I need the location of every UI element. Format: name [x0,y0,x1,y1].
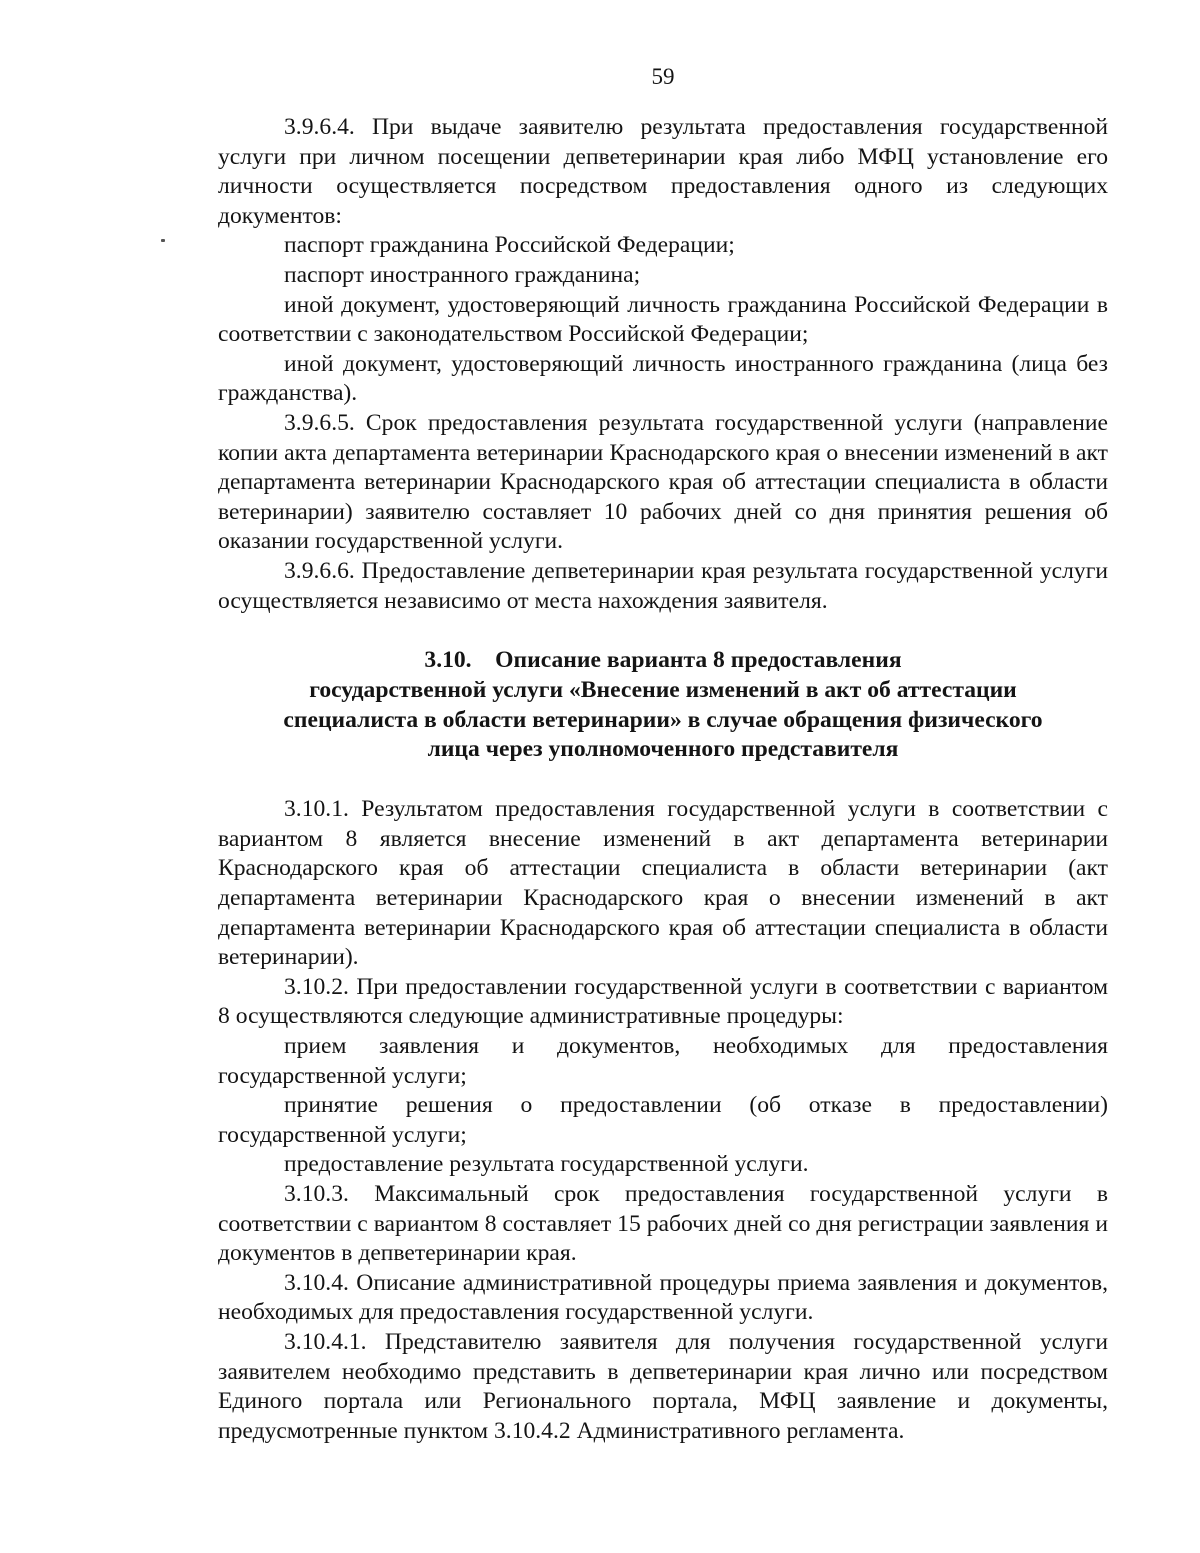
list-item-other-doc-rf: иной документ, удостоверяющий личность гражданина Российской Федерации в соответствии с законодательством Российской Федерации; [218,291,1108,348]
list-item-decision: принятие решения о предоставлении (об отказе в предоставлении) государственной услуги; [218,1092,1108,1148]
paragraph-3-10-4-1: 3.10.4.1. Представителю заявителя для получения государственной услуги заявителем необходимо представить в депветеринарии края лично или посредством Единого портала или Регионального портала, МФЦ заявление и документы, предусмотренные пунктом 3.10.4.2 Административного регламента. [218,1328,1108,1444]
paragraph-3-10-4: 3.10.4. Описание административной процедуры приема заявления и документов, необходимых для предоставления государственной услуги. [218,1269,1108,1326]
document-body [218,113,1108,1446]
list-item-passport-rf: паспорт гражданина Российской Федерации; [284,232,735,259]
paragraph-3-10-3: 3.10.3. Максимальный срок предоставления государственной услуги в соответствии с вариантом 8 составляет 15 рабочих дней со дня регистрации заявления и документов в депветеринарии края. [218,1181,1108,1267]
list-item-result: предоставление результата государственной услуги. [284,1151,809,1178]
list-item-passport-foreign: паспорт иностранного гражданина; [284,261,641,288]
heading-line-3: специалиста в области ветеринарии» в случае обращения физического [283,706,1043,733]
section-heading-3-10 [218,646,1108,765]
list-item-reception: прием заявления и документов, необходимых для предоставления государственной услуги; [218,1033,1108,1089]
paragraph-3-10-2: 3.10.2. При предоставлении государственной услуги в соответствии с вариантом 8 осуществляются следующие административные процедуры: [218,973,1108,1030]
heading-line-2: государственной услуги «Внесение изменений в акт об аттестации [309,676,1017,703]
paragraph-3-9-6-6: 3.9.6.6. Предоставление депветеринарии края результата государственной услуги осуществляется независимо от места нахождения заявителя. [218,557,1108,614]
paragraph-3-9-6-4: 3.9.6.4. При выдаче заявителю результата предоставления государственной услуги при личном посещении депветеринарии края либо МФЦ установление его личности осуществляется посредством предоставления одного из следующих документов: [218,114,1108,229]
heading-line-1: 3.10. Описание варианта 8 предоставления [424,647,902,674]
list-item-other-doc-foreign: иной документ, удостоверяющий личность иностранного гражданина (лица без гражданства). [218,350,1108,407]
paragraph-3-9-6-5: 3.9.6.5. Срок предоставления результата государственной услуги (направление копии акта департамента ветеринарии Краснодарского края о внесении изменений в акт департамента ветеринарии Краснодарского края об аттестации специалиста в области ветеринарии) заявителю составляет 10 рабочих дней со дня принятия решения об оказании государственной услуги. [218,409,1108,555]
heading-line-4: лица через уполномоченного представителя [427,736,899,763]
paragraph-3-10-1: 3.10.1. Результатом предоставления государственной услуги в соответствии с вариантом 8 является внесение изменений в акт департамента ветеринарии Краснодарского края об аттестации специалиста в области ветеринарии (акт департамента ветеринарии Краснодарского края о внесении изменений в акт департамента ветеринарии Краснодарского края об аттестации специалиста в области ветеринарии). [218,796,1108,971]
scan-speck [161,239,165,242]
page-number: 59 [651,64,675,89]
